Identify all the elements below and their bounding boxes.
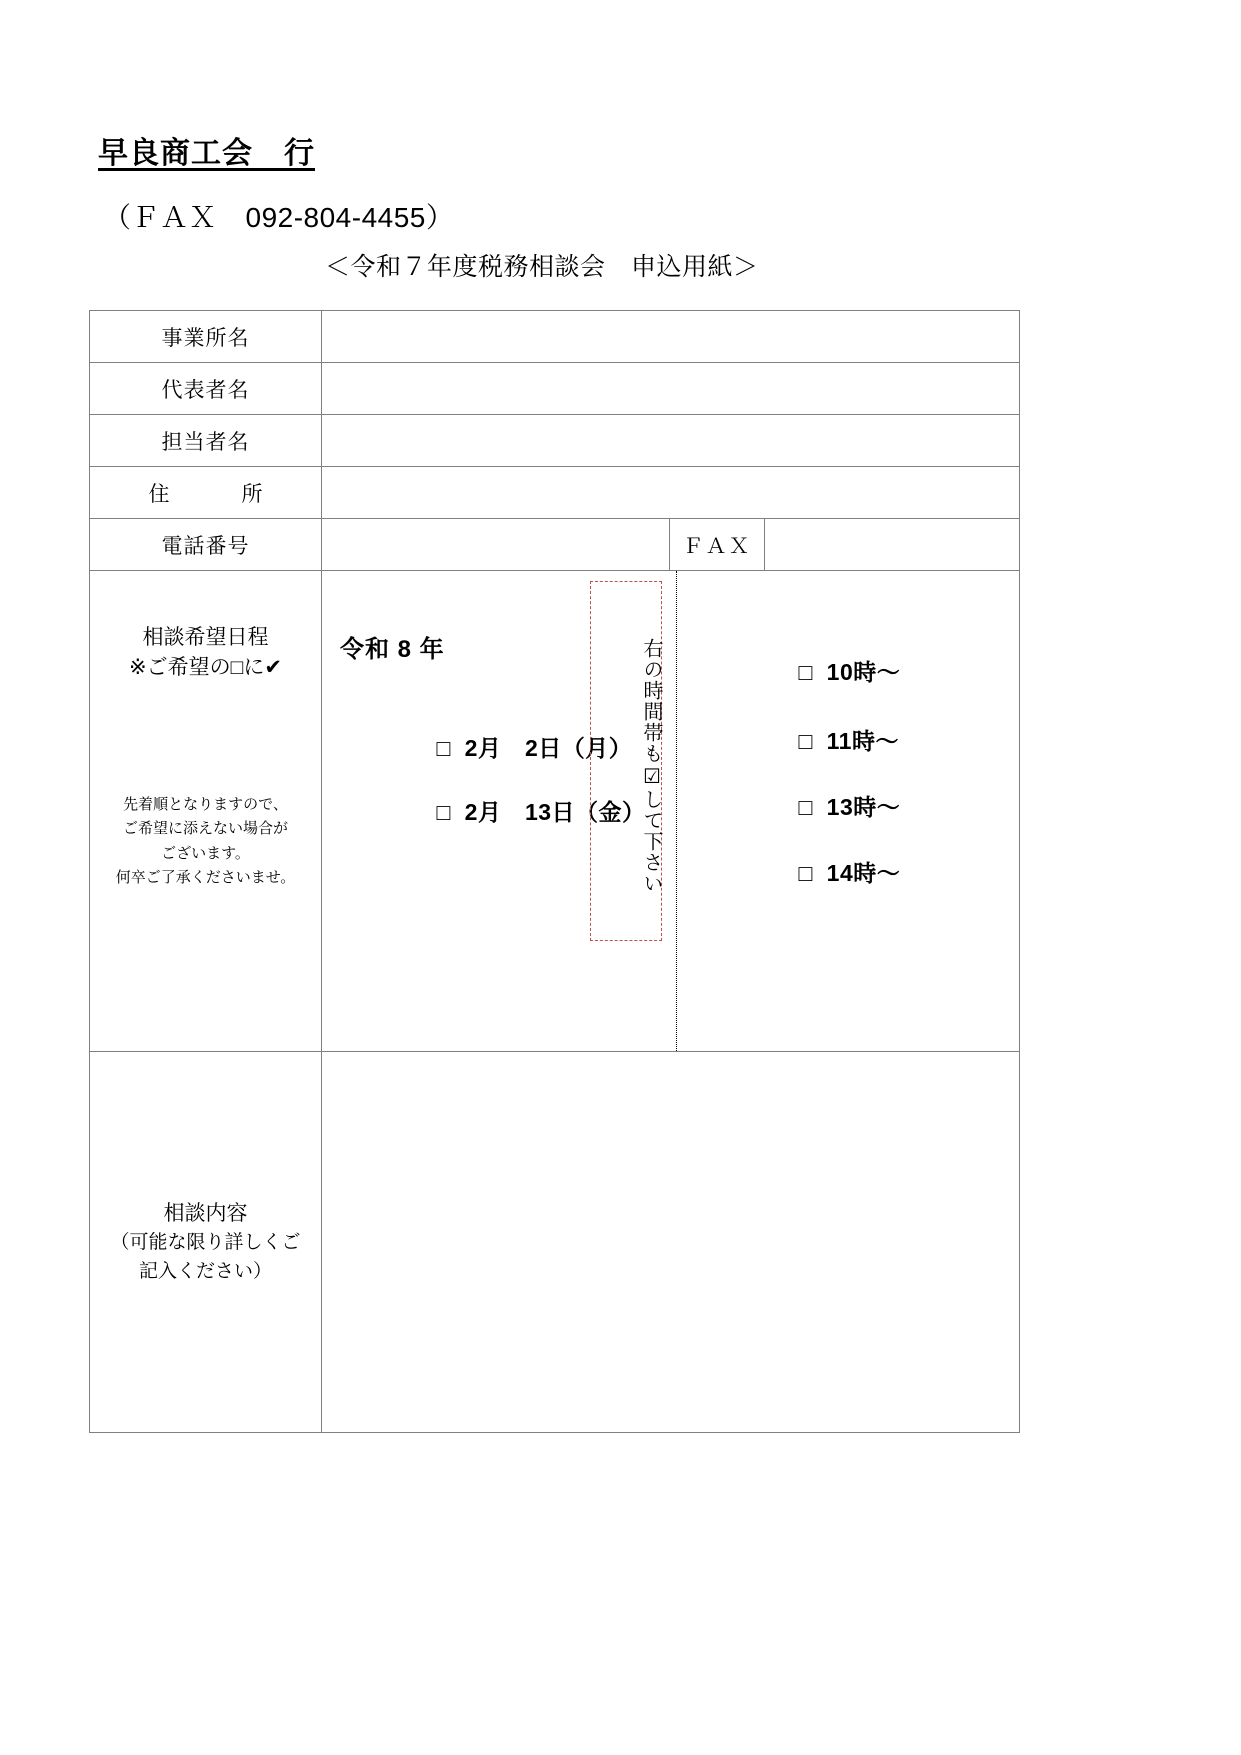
field-label-address: 住 所 bbox=[90, 467, 322, 519]
time-option-2-checkbox[interactable]: □ bbox=[798, 728, 813, 754]
field-label-phone: 電話番号 bbox=[90, 519, 322, 571]
table-row bbox=[90, 415, 1020, 467]
application-form-table bbox=[89, 310, 1020, 1433]
date-option-1-label: 2月 2日（月） bbox=[464, 735, 633, 761]
schedule-label-line1: 相談希望日程 bbox=[142, 626, 269, 649]
time-option-4[interactable] bbox=[702, 828, 900, 915]
content-label-sub-2: 記入ください） bbox=[138, 1260, 272, 1282]
field-label-representative-name: 代表者名 bbox=[90, 363, 322, 415]
time-option-4-label: 14時〜 bbox=[826, 860, 901, 886]
schedule-note-text bbox=[90, 793, 321, 890]
field-input-business-name[interactable] bbox=[322, 311, 1020, 363]
table-row bbox=[90, 363, 1020, 415]
date-option-2-checkbox[interactable]: □ bbox=[436, 799, 451, 825]
field-label-fax: ＦＡＸ bbox=[670, 519, 765, 571]
vertical-note-box bbox=[590, 581, 662, 941]
field-label-contact-person: 担当者名 bbox=[90, 415, 322, 467]
table-row bbox=[90, 467, 1020, 519]
table-row-content bbox=[90, 1052, 1020, 1433]
content-label-sub-1: （可能な限り詳しくご bbox=[110, 1232, 301, 1254]
content-input-area[interactable] bbox=[322, 1052, 1020, 1433]
field-input-address[interactable] bbox=[322, 467, 1020, 519]
field-input-contact-person[interactable] bbox=[322, 415, 1020, 467]
schedule-column-divider bbox=[676, 571, 677, 1051]
date-option-2-label: 2月 13日（金） bbox=[464, 799, 646, 825]
schedule-label-cell bbox=[90, 571, 322, 1052]
schedule-label-text bbox=[90, 623, 321, 684]
schedule-note-line-1: 先着順となりますので、 bbox=[123, 796, 288, 813]
field-label-business-name: 事業所名 bbox=[90, 311, 322, 363]
table-row bbox=[90, 519, 1020, 571]
form-subtitle: ＜令和７年度税務相談会 申込用紙＞ bbox=[325, 253, 759, 281]
time-option-3-checkbox[interactable]: □ bbox=[798, 794, 813, 820]
table-row-schedule bbox=[90, 571, 1020, 1052]
content-label-cell bbox=[90, 1052, 322, 1433]
field-input-phone[interactable] bbox=[322, 519, 670, 571]
field-input-fax[interactable] bbox=[765, 519, 1020, 571]
schedule-note-line-4: 何卒ご了承くださいませ。 bbox=[115, 868, 296, 886]
schedule-note-line-2: ご希望に添えない場合が bbox=[122, 820, 288, 838]
schedule-label-line2: ※ご希望の□に✔ bbox=[129, 656, 282, 680]
schedule-body-cell bbox=[322, 571, 1020, 1052]
time-option-1-label: 10時〜 bbox=[826, 659, 901, 685]
time-option-1-checkbox[interactable]: □ bbox=[798, 659, 813, 685]
recipient-heading: 早良商工会 行 bbox=[98, 137, 315, 170]
schedule-note-line-3: ございます。 bbox=[161, 844, 250, 862]
table-row bbox=[90, 311, 1020, 363]
vertical-note-text: 右の時間帯も☑して下さい bbox=[640, 638, 662, 894]
date-option-1-checkbox[interactable]: □ bbox=[436, 735, 451, 761]
field-input-representative-name[interactable] bbox=[322, 363, 1020, 415]
content-label-main: 相談内容 bbox=[163, 1201, 248, 1225]
time-option-3-label: 13時〜 bbox=[826, 794, 901, 820]
time-option-4-checkbox[interactable]: □ bbox=[798, 860, 813, 886]
time-option-2-label: 11時〜 bbox=[826, 728, 899, 754]
fax-number-line: （ＦＡＸ 092-804-4455） bbox=[103, 202, 455, 233]
schedule-era-year: 令和 8 年 bbox=[340, 636, 445, 663]
